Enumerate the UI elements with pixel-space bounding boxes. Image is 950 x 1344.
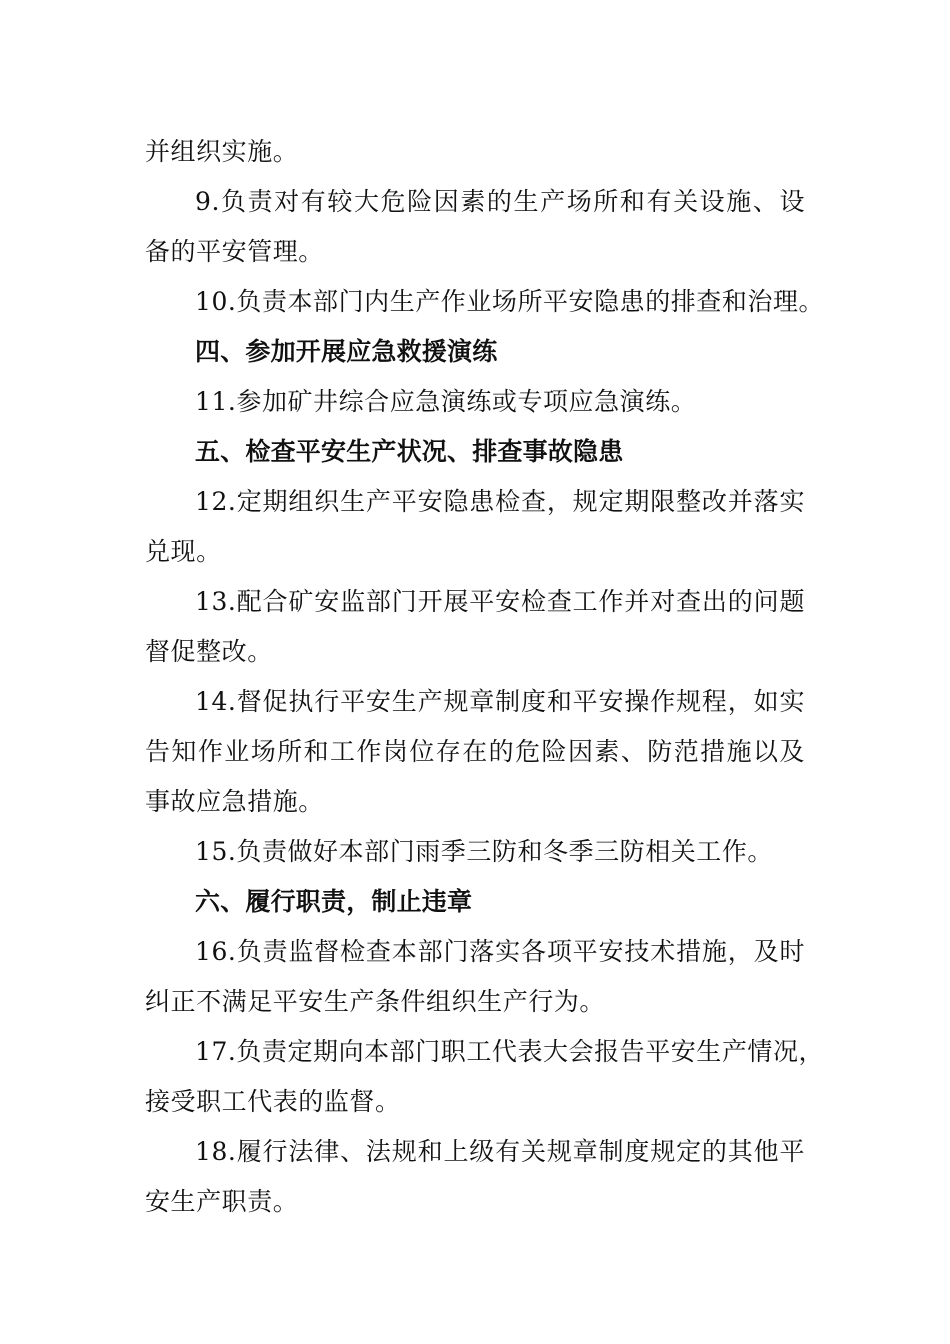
item-18-line-2: 安生产职责。 [145, 1187, 299, 1216]
document-body [145, 127, 825, 1227]
item-12-line-2: 兑现。 [145, 537, 222, 566]
section-heading-5: 五、检查平安生产状况、排查事故隐患 [195, 437, 624, 466]
item-17-line-2: 接受职工代表的监督。 [145, 1087, 401, 1116]
paragraph-line: 并组织实施。 [145, 137, 299, 166]
item-17-line-1: 17.负责定期向本部门职工代表大会报告平安生产情况， [195, 1037, 825, 1066]
item-9-line-1: 9.负责对有较大危险因素的生产场所和有关设施、设 [195, 187, 805, 216]
item-9-line-2: 备的平安管理。 [145, 237, 324, 266]
item-11: 11.参加矿井综合应急演练或专项应急演练。 [195, 387, 697, 416]
item-14-line-2: 告知作业场所和工作岗位存在的危险因素、防范措施以及 [145, 737, 805, 766]
item-10: 10.负责本部门内生产作业场所平安隐患的排查和治理。 [195, 287, 825, 316]
item-13-line-1: 13.配合矿安监部门开展平安检查工作并对查出的问题 [195, 587, 805, 616]
item-16-line-1: 16.负责监督检查本部门落实各项平安技术措施，及时 [195, 937, 805, 966]
item-14-line-1: 14.督促执行平安生产规章制度和平安操作规程，如实 [195, 687, 805, 716]
item-14-line-3: 事故应急措施。 [145, 787, 324, 816]
item-12-line-1: 12.定期组织生产平安隐患检查，规定期限整改并落实 [195, 487, 805, 516]
item-15: 15.负责做好本部门雨季三防和冬季三防相关工作。 [195, 837, 773, 866]
item-16-line-2: 纠正不满足平安生产条件组织生产行为。 [145, 987, 605, 1016]
section-heading-4: 四、参加开展应急救援演练 [195, 337, 498, 366]
item-18-line-1: 18.履行法律、法规和上级有关规章制度规定的其他平 [195, 1137, 805, 1166]
item-13-line-2: 督促整改。 [145, 637, 273, 666]
section-heading-6: 六、履行职责，制止违章 [195, 887, 473, 916]
